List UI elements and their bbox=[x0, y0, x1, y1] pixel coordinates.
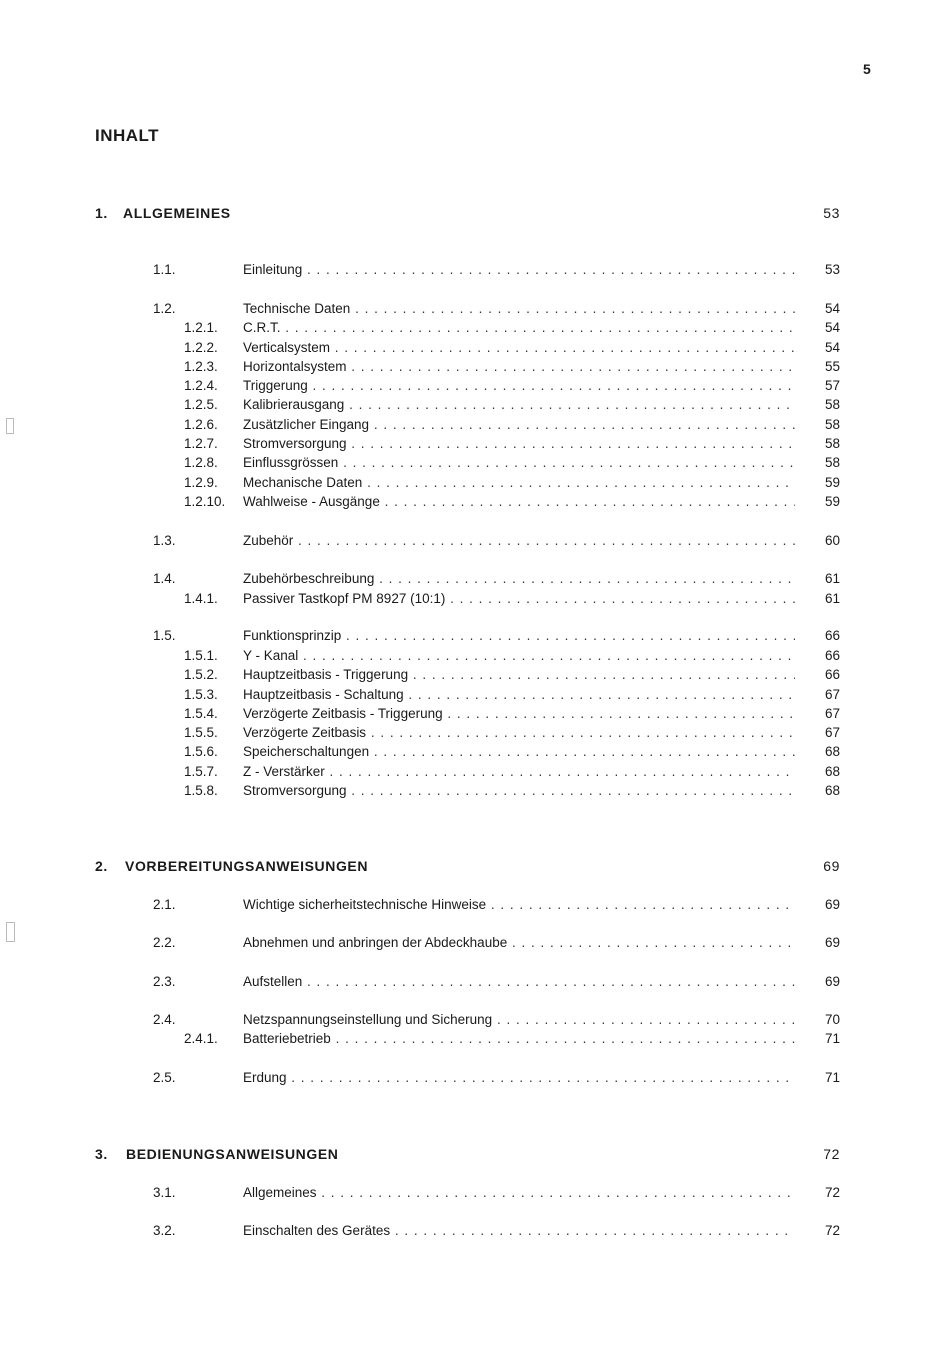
toc-entry bbox=[0, 1070, 840, 1089]
entry-page-number: 68 bbox=[824, 783, 840, 798]
toc-entry bbox=[0, 417, 840, 436]
toc-entry bbox=[0, 687, 840, 706]
entry-label bbox=[243, 301, 795, 316]
entry-label-text: Stromversorgung bbox=[243, 783, 347, 798]
entry-label bbox=[243, 436, 795, 451]
entry-page-number: 58 bbox=[824, 455, 840, 470]
entry-page-number: 61 bbox=[824, 571, 840, 586]
section-page-number: 53 bbox=[823, 205, 840, 221]
entry-page-number: 59 bbox=[824, 475, 840, 490]
section-number: 1. bbox=[95, 205, 108, 221]
entry-label-text: Passiver Tastkopf PM 8927 (10:1) bbox=[243, 591, 446, 606]
entry-page-number: 58 bbox=[824, 417, 840, 432]
entry-page-number: 71 bbox=[824, 1070, 840, 1085]
toc-entry bbox=[0, 591, 840, 610]
entry-page-number: 67 bbox=[824, 687, 840, 702]
entry-label-text: Allgemeines bbox=[243, 1185, 317, 1200]
entry-label bbox=[243, 725, 795, 740]
entry-label bbox=[243, 783, 795, 798]
toc-entry bbox=[0, 744, 840, 763]
scan-artifact bbox=[6, 418, 14, 434]
entry-label-text: C.R.T. bbox=[243, 320, 281, 335]
entry-number: 1.5.3. bbox=[184, 687, 218, 702]
entry-label bbox=[243, 1223, 795, 1238]
entry-label-text: Hauptzeitbasis - Triggerung bbox=[243, 667, 409, 682]
section-heading bbox=[95, 858, 840, 878]
toc-entry bbox=[0, 764, 840, 783]
toc-entry bbox=[0, 571, 840, 590]
entry-label bbox=[243, 378, 795, 393]
toc-entry bbox=[0, 935, 840, 954]
toc-entry bbox=[0, 648, 840, 667]
entry-label bbox=[243, 628, 795, 643]
entry-page-number: 59 bbox=[824, 494, 840, 509]
toc-entry bbox=[0, 436, 840, 455]
section-number: 3. bbox=[95, 1146, 108, 1162]
entry-page-number: 66 bbox=[824, 667, 840, 682]
entry-page-number: 69 bbox=[824, 935, 840, 950]
toc-entry bbox=[0, 397, 840, 416]
entry-page-number: 66 bbox=[824, 648, 840, 663]
toc-entry bbox=[0, 667, 840, 686]
entry-label bbox=[243, 475, 795, 490]
toc-entry bbox=[0, 378, 840, 397]
entry-number: 1.5.4. bbox=[184, 706, 218, 721]
entry-number: 1.2.8. bbox=[184, 455, 218, 470]
entry-number: 1.2.6. bbox=[184, 417, 218, 432]
entry-label bbox=[243, 764, 795, 779]
entry-label bbox=[243, 455, 795, 470]
entry-number: 1.3. bbox=[153, 533, 176, 548]
entry-page-number: 58 bbox=[824, 436, 840, 451]
entry-label-text: Aufstellen bbox=[243, 974, 303, 989]
entry-number: 1.5.7. bbox=[184, 764, 218, 779]
entry-number: 1.5.1. bbox=[184, 648, 218, 663]
entry-label-text: Einleitung bbox=[243, 262, 303, 277]
toc-entry bbox=[0, 1223, 840, 1242]
entry-number: 1.1. bbox=[153, 262, 176, 277]
entry-number: 2.4.1. bbox=[184, 1031, 218, 1046]
entry-label-text: Verticalsystem bbox=[243, 340, 331, 355]
entry-number: 2.5. bbox=[153, 1070, 176, 1085]
entry-label bbox=[243, 320, 795, 335]
entry-number: 1.4. bbox=[153, 571, 176, 586]
entry-number: 1.2.1. bbox=[184, 320, 218, 335]
entry-label-text: Einflussgrössen bbox=[243, 455, 339, 470]
entry-label bbox=[243, 417, 795, 432]
entry-page-number: 67 bbox=[824, 725, 840, 740]
entry-label-text: Verzögerte Zeitbasis bbox=[243, 725, 367, 740]
entry-label bbox=[243, 1070, 795, 1085]
entry-label-text: Batteriebetrieb bbox=[243, 1031, 331, 1046]
entry-page-number: 53 bbox=[824, 262, 840, 277]
entry-number: 1.4.1. bbox=[184, 591, 218, 606]
entry-label bbox=[243, 706, 795, 721]
entry-number: 2.4. bbox=[153, 1012, 176, 1027]
toc-entry bbox=[0, 533, 840, 552]
entry-number: 3.2. bbox=[153, 1223, 176, 1238]
entry-page-number: 58 bbox=[824, 397, 840, 412]
entry-number: 1.2.2. bbox=[184, 340, 218, 355]
entry-label bbox=[243, 571, 795, 586]
entry-label-text: Wahlweise - Ausgänge bbox=[243, 494, 380, 509]
entry-label bbox=[243, 935, 795, 950]
entry-label bbox=[243, 359, 795, 374]
entry-label bbox=[243, 397, 795, 412]
section-heading bbox=[95, 205, 840, 225]
entry-label-text: Z - Verstärker bbox=[243, 764, 325, 779]
entry-number: 2.1. bbox=[153, 897, 176, 912]
entry-label bbox=[243, 262, 795, 277]
entry-page-number: 69 bbox=[824, 897, 840, 912]
entry-page-number: 54 bbox=[824, 301, 840, 316]
entry-page-number: 55 bbox=[824, 359, 840, 374]
entry-label-text: Funktionsprinzip bbox=[243, 628, 342, 643]
entry-page-number: 72 bbox=[824, 1223, 840, 1238]
section-title: ALLGEMEINES bbox=[123, 205, 231, 221]
entry-page-number: 67 bbox=[824, 706, 840, 721]
toc-entry bbox=[0, 340, 840, 359]
entry-label-text: Netzspannungseinstellung und Sicherung bbox=[243, 1012, 493, 1027]
entry-label bbox=[243, 897, 795, 912]
toc-entry bbox=[0, 494, 840, 513]
section-title: VORBEREITUNGSANWEISUNGEN bbox=[125, 858, 369, 874]
entry-number: 1.2.5. bbox=[184, 397, 218, 412]
toc-entry bbox=[0, 262, 840, 281]
entry-label-text: Einschalten des Gerätes bbox=[243, 1223, 391, 1238]
entry-label-text: Speicherschaltungen bbox=[243, 744, 370, 759]
entry-number: 2.2. bbox=[153, 935, 176, 950]
toc-entry bbox=[0, 1031, 840, 1050]
entry-number: 1.5.5. bbox=[184, 725, 218, 740]
entry-label bbox=[243, 1012, 795, 1027]
toc-entry bbox=[0, 974, 840, 993]
entry-label-text: Technische Daten bbox=[243, 301, 351, 316]
entry-label-text: Zubehör bbox=[243, 533, 294, 548]
toc-entry bbox=[0, 475, 840, 494]
toc-entry bbox=[0, 628, 840, 647]
entry-number: 1.2.7. bbox=[184, 436, 218, 451]
entry-label bbox=[243, 591, 795, 606]
entry-label-text: Horizontalsystem bbox=[243, 359, 347, 374]
toc-entry bbox=[0, 359, 840, 378]
entry-label bbox=[243, 533, 795, 548]
entry-label bbox=[243, 744, 795, 759]
entry-number: 1.5.2. bbox=[184, 667, 218, 682]
entry-label bbox=[243, 667, 795, 682]
entry-label-text: Stromversorgung bbox=[243, 436, 347, 451]
toc-entry bbox=[0, 783, 840, 802]
entry-label-text: Mechanische Daten bbox=[243, 475, 363, 490]
entry-number: 1.5.8. bbox=[184, 783, 218, 798]
entry-label-text: Triggerung bbox=[243, 378, 308, 393]
section-number: 2. bbox=[95, 858, 108, 874]
entry-label bbox=[243, 687, 795, 702]
toc-entry bbox=[0, 301, 840, 320]
entry-page-number: 69 bbox=[824, 974, 840, 989]
scan-artifact bbox=[6, 922, 15, 942]
entry-page-number: 57 bbox=[824, 378, 840, 393]
entry-label-text: Zusätzlicher Eingang bbox=[243, 417, 370, 432]
entry-label-text: Kalibrierausgang bbox=[243, 397, 345, 412]
entry-label-text: Y - Kanal bbox=[243, 648, 299, 663]
toc-entry bbox=[0, 1012, 840, 1031]
entry-number: 1.5. bbox=[153, 628, 176, 643]
toc-entry bbox=[0, 897, 840, 916]
entry-page-number: 54 bbox=[824, 320, 840, 335]
entry-number: 1.2.4. bbox=[184, 378, 218, 393]
entry-label bbox=[243, 494, 795, 509]
page-title: INHALT bbox=[95, 126, 160, 145]
entry-label-text: Hauptzeitbasis - Schaltung bbox=[243, 687, 404, 702]
entry-label bbox=[243, 974, 795, 989]
section-page-number: 69 bbox=[823, 858, 840, 874]
entry-page-number: 68 bbox=[824, 764, 840, 779]
entry-number: 1.2. bbox=[153, 301, 176, 316]
entry-label-text: Erdung bbox=[243, 1070, 287, 1085]
toc-entry bbox=[0, 320, 840, 339]
toc-entry bbox=[0, 706, 840, 725]
entry-page-number: 71 bbox=[824, 1031, 840, 1046]
entry-label bbox=[243, 340, 795, 355]
entry-page-number: 68 bbox=[824, 744, 840, 759]
entry-number: 1.2.9. bbox=[184, 475, 218, 490]
section-page-number: 72 bbox=[823, 1146, 840, 1162]
entry-number: 1.2.10. bbox=[184, 494, 226, 509]
entry-number: 3.1. bbox=[153, 1185, 176, 1200]
section-title: BEDIENUNGSANWEISUNGEN bbox=[126, 1146, 339, 1162]
entry-label-text: Wichtige sicherheitstechnische Hinweise bbox=[243, 897, 487, 912]
section-heading bbox=[95, 1146, 840, 1166]
entry-number: 1.5.6. bbox=[184, 744, 218, 759]
entry-page-number: 60 bbox=[824, 533, 840, 548]
entry-page-number: 66 bbox=[824, 628, 840, 643]
entry-page-number: 72 bbox=[824, 1185, 840, 1200]
page-number: 5 bbox=[863, 61, 871, 77]
toc-entry bbox=[0, 1185, 840, 1204]
entry-label bbox=[243, 1031, 795, 1046]
entry-number: 1.2.3. bbox=[184, 359, 218, 374]
entry-label bbox=[243, 648, 795, 663]
entry-page-number: 54 bbox=[824, 340, 840, 355]
entry-label bbox=[243, 1185, 795, 1200]
toc-entry bbox=[0, 455, 840, 474]
toc-entry bbox=[0, 725, 840, 744]
entry-number: 2.3. bbox=[153, 974, 176, 989]
entry-page-number: 70 bbox=[824, 1012, 840, 1027]
entry-page-number: 61 bbox=[824, 591, 840, 606]
entry-label-text: Abnehmen und anbringen der Abdeckhaube bbox=[243, 935, 508, 950]
entry-label-text: Zubehörbeschreibung bbox=[243, 571, 375, 586]
entry-label-text: Verzögerte Zeitbasis - Triggerung bbox=[243, 706, 443, 721]
